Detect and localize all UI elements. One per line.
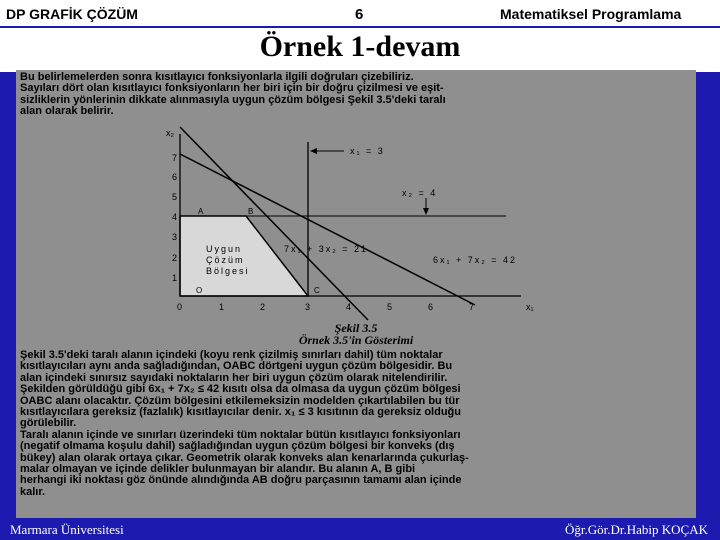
- region-label-line: Çözüm: [206, 255, 245, 265]
- body-line: görülebilir.: [20, 417, 77, 430]
- body-line: Şekil 3.5'deki taralı alanın içindeki (koyu renk çizilmiş sınırları dahil) tüm noktalar: [20, 349, 443, 361]
- header-topic: DP GRAFİK ÇÖZÜM: [6, 6, 138, 22]
- x-axis-label: x₁: [526, 302, 534, 312]
- x-tick: 2: [260, 302, 266, 312]
- page-number: 6: [355, 6, 364, 23]
- body-line: (negatif olmama koşulu dahil) sağladığından uygun çözüm bölgesi bir konveks (dış: [20, 440, 455, 453]
- x-tick: 4: [346, 302, 352, 312]
- body-line: alan içindeki sınırsız sayıdaki noktaların her biri uygun çözüm olarak nitelendirilir.: [20, 371, 448, 384]
- arrow-head-x2: [423, 208, 429, 215]
- label-x1-eq-3: x₁ = 3: [350, 146, 385, 156]
- content-panel: [16, 70, 696, 518]
- y-axis-label: x₂: [166, 128, 174, 138]
- x-tick: 0: [177, 302, 183, 312]
- y-tick: 3: [172, 232, 178, 242]
- body-line: kalır.: [20, 485, 46, 498]
- intro-text: [20, 72, 446, 118]
- y-tick: 7: [172, 153, 178, 163]
- label-7x1-3x2-eq-21: 7x₁ + 3x₂ = 21: [284, 244, 369, 254]
- point-label-b: B: [248, 207, 254, 216]
- point-label-a: A: [198, 207, 204, 216]
- slide-title: Örnek 1-devam: [259, 30, 461, 63]
- intro-line: Bu belirlemelerden sonra kısıtlayıcı fonksiyonlarla ilgili doğruları çizebiliriz.: [20, 71, 414, 83]
- footer-author: Öğr.Gör.Dr.Habip KOÇAK: [565, 522, 708, 537]
- body-line: Taralı alanın içinde ve sınırları üzerindeki tüm noktalar bütün kısıtlayıcı fonksiyonları: [20, 428, 461, 441]
- arrow-head-x1: [310, 148, 317, 154]
- y-tick: 4: [172, 212, 178, 222]
- intro-line: alan olarak belirir.: [20, 105, 114, 118]
- intro-line: Sayıları dört olan kısıtlayıcı fonksiyonların her biri için bir doğru çizilmesi ve eşit-: [20, 82, 444, 95]
- label-6x1-7x2-eq-42: 6x₁ + 7x₂ = 42: [433, 255, 518, 265]
- header-course: Matematiksel Programlama: [500, 6, 682, 22]
- y-tick: 2: [172, 253, 178, 263]
- body-line: OABC alanı olacaktır. Çözüm bölgesini etkilemeksizin modelden çıkartılabilen bu tür: [20, 394, 460, 407]
- figure-caption-number: Şekil 3.5: [334, 321, 378, 335]
- x-tick: 6: [428, 302, 434, 312]
- region-label-line: Uygun: [206, 244, 243, 254]
- y-tick: 6: [172, 172, 178, 182]
- slide-header: [0, 0, 720, 72]
- y-tick: 1: [172, 273, 178, 283]
- point-label-o: O: [196, 286, 203, 295]
- x-tick: 5: [387, 302, 393, 312]
- body-line: malar olmayan ve içinde delikler bulunmayan bir alandır. Bu alanın A, B gibi: [20, 463, 416, 476]
- point-label-c: C: [314, 286, 320, 295]
- y-tick: 5: [172, 192, 178, 202]
- label-x2-eq-4: x₂ = 4: [402, 188, 438, 198]
- footer-institution: Marmara Üniversitesi: [10, 522, 124, 537]
- body-line: Şekilden görüldüğü gibi 6x₁ + 7x₂ ≤ 42 kısıtı olsa da olmasa da uygun çözüm bölgesi: [20, 383, 461, 396]
- body-text: [20, 350, 469, 498]
- x-tick: 1: [219, 302, 225, 312]
- feasible-region-figure: [16, 122, 696, 322]
- body-line: bükey) alan olarak ortaya çıkar. Geometrik olarak konveks alan kenarlarında çukurlaş-: [20, 451, 469, 464]
- x-tick: 3: [305, 302, 311, 312]
- body-line: herhangi iki noktası göz önünde alındığında AB doğru parçasının tamamı alan içinde: [20, 474, 462, 487]
- body-line: kısıtlayıcıları aynı anda sağladığından, OABC dörtgeni uygun çözüm bölgesidir. Bu: [20, 360, 453, 373]
- figure-caption-title: Örnek 3.5'in Gösterimi: [298, 333, 414, 347]
- body-line: kısıtlayıcılara gereksiz (fazlalık) kısıtlayıcılar denir. x₁ ≤ 3 kısıtının da gereksiz olduğu: [20, 406, 461, 419]
- header-divider: [0, 26, 720, 28]
- intro-line: sizliklerin yönlerinin dikkate alınmasıyla uygun çözüm bölgesi Şekil 3.5'deki taralı: [20, 93, 446, 106]
- x-tick: 7: [469, 302, 475, 312]
- region-label-line: Bölgesi: [206, 266, 250, 276]
